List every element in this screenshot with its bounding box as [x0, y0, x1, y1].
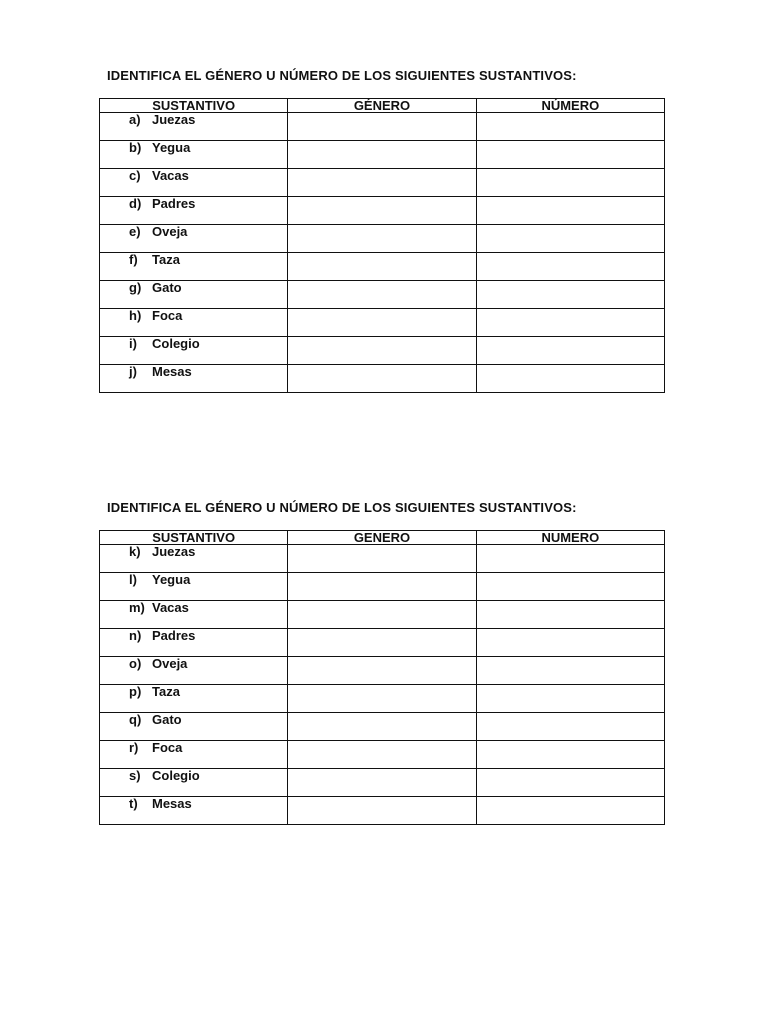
- noun-cell: [100, 113, 288, 141]
- gender-answer-cell[interactable]: [288, 113, 476, 141]
- header-sustantivo: SUSTANTIVO: [100, 99, 288, 113]
- gender-answer-cell[interactable]: [288, 797, 476, 825]
- table-row: [100, 281, 665, 309]
- header-numero: NÚMERO: [476, 99, 664, 113]
- nouns-table: [99, 530, 665, 825]
- noun-cell: [100, 253, 288, 281]
- item-letter: s): [129, 768, 141, 783]
- item-letter: g): [129, 280, 142, 295]
- table-row: [100, 601, 665, 629]
- item-word: Oveja: [152, 224, 188, 239]
- noun-cell: [100, 169, 288, 197]
- number-answer-cell[interactable]: [476, 197, 664, 225]
- noun-cell: [100, 769, 288, 797]
- noun-cell: [100, 601, 288, 629]
- table-row: [100, 769, 665, 797]
- number-answer-cell[interactable]: [476, 573, 664, 601]
- number-answer-cell[interactable]: [476, 337, 664, 365]
- gender-answer-cell[interactable]: [288, 769, 476, 797]
- item-letter: q): [129, 712, 142, 727]
- item-word: Vacas: [152, 600, 189, 615]
- number-answer-cell[interactable]: [476, 309, 664, 337]
- item-word: Foca: [152, 740, 183, 755]
- item-letter: p): [129, 684, 142, 699]
- table-row: [100, 657, 665, 685]
- gender-answer-cell[interactable]: [288, 601, 476, 629]
- noun-cell: [100, 545, 288, 573]
- item-word: Juezas: [152, 544, 196, 559]
- number-answer-cell[interactable]: [476, 225, 664, 253]
- noun-cell: [100, 573, 288, 601]
- gender-answer-cell[interactable]: [288, 197, 476, 225]
- item-letter: k): [129, 544, 141, 559]
- table-row: [100, 309, 665, 337]
- item-letter: n): [129, 628, 142, 643]
- gender-answer-cell[interactable]: [288, 573, 476, 601]
- item-letter: d): [129, 196, 142, 211]
- gender-answer-cell[interactable]: [288, 657, 476, 685]
- noun-cell: [100, 713, 288, 741]
- number-answer-cell[interactable]: [476, 253, 664, 281]
- noun-cell: [100, 309, 288, 337]
- table-row: [100, 253, 665, 281]
- noun-cell: [100, 365, 288, 393]
- item-word: Mesas: [152, 364, 192, 379]
- number-answer-cell[interactable]: [476, 769, 664, 797]
- number-answer-cell[interactable]: [476, 713, 664, 741]
- item-word: Juezas: [152, 112, 196, 127]
- item-letter: j): [129, 364, 137, 379]
- header-sustantivo: SUSTANTIVO: [100, 531, 288, 545]
- item-word: Padres: [152, 628, 196, 643]
- table-row: [100, 141, 665, 169]
- item-word: Gato: [152, 280, 182, 295]
- number-answer-cell[interactable]: [476, 113, 664, 141]
- noun-cell: [100, 657, 288, 685]
- table-header-row: [100, 99, 665, 113]
- noun-cell: [100, 197, 288, 225]
- number-answer-cell[interactable]: [476, 629, 664, 657]
- noun-cell: [100, 225, 288, 253]
- item-word: Foca: [152, 308, 183, 323]
- item-letter: h): [129, 308, 142, 323]
- table-row: [100, 365, 665, 393]
- item-letter: e): [129, 224, 141, 239]
- item-word: Yegua: [152, 140, 191, 155]
- item-letter: r): [129, 740, 139, 755]
- nouns-table: [99, 98, 665, 393]
- gender-answer-cell[interactable]: [288, 741, 476, 769]
- number-answer-cell[interactable]: [476, 141, 664, 169]
- item-letter: m): [129, 600, 145, 615]
- noun-cell: [100, 337, 288, 365]
- table-row: [100, 337, 665, 365]
- table-row: [100, 685, 665, 713]
- table-row: [100, 741, 665, 769]
- gender-answer-cell[interactable]: [288, 225, 476, 253]
- gender-answer-cell[interactable]: [288, 629, 476, 657]
- item-word: Gato: [152, 712, 182, 727]
- noun-cell: [100, 281, 288, 309]
- table-header-row: [100, 531, 665, 545]
- noun-cell: [100, 741, 288, 769]
- item-word: Mesas: [152, 796, 192, 811]
- table-row: [100, 169, 665, 197]
- table-row: [100, 225, 665, 253]
- item-letter: c): [129, 168, 141, 183]
- gender-answer-cell[interactable]: [288, 685, 476, 713]
- item-word: Colegio: [152, 768, 200, 783]
- gender-answer-cell[interactable]: [288, 545, 476, 573]
- noun-cell: [100, 141, 288, 169]
- item-letter: l): [129, 572, 137, 587]
- table-row: [100, 545, 665, 573]
- section-title: IDENTIFICA EL GÉNERO U NÚMERO DE LOS SIGUIENTES SUSTANTIVOS:: [107, 500, 577, 515]
- number-answer-cell[interactable]: [476, 741, 664, 769]
- noun-cell: [100, 629, 288, 657]
- table-row: [100, 797, 665, 825]
- item-word: Oveja: [152, 656, 188, 671]
- item-word: Taza: [152, 252, 180, 267]
- table-row: [100, 197, 665, 225]
- gender-answer-cell[interactable]: [288, 141, 476, 169]
- table-row: [100, 713, 665, 741]
- gender-answer-cell[interactable]: [288, 281, 476, 309]
- item-letter: i): [129, 336, 137, 351]
- header-numero: NUMERO: [476, 531, 664, 545]
- item-letter: t): [129, 796, 138, 811]
- number-answer-cell[interactable]: [476, 365, 664, 393]
- table-row: [100, 573, 665, 601]
- number-answer-cell[interactable]: [476, 657, 664, 685]
- number-answer-cell[interactable]: [476, 169, 664, 197]
- gender-answer-cell[interactable]: [288, 337, 476, 365]
- gender-answer-cell[interactable]: [288, 309, 476, 337]
- table-row: [100, 113, 665, 141]
- item-word: Vacas: [152, 168, 189, 183]
- item-word: Taza: [152, 684, 180, 699]
- gender-answer-cell[interactable]: [288, 713, 476, 741]
- section-title: IDENTIFICA EL GÉNERO U NÚMERO DE LOS SIGUIENTES SUSTANTIVOS:: [107, 68, 577, 83]
- number-answer-cell[interactable]: [476, 281, 664, 309]
- table-row: [100, 629, 665, 657]
- gender-answer-cell[interactable]: [288, 365, 476, 393]
- item-word: Padres: [152, 196, 196, 211]
- number-answer-cell[interactable]: [476, 601, 664, 629]
- header-genero: GÉNERO: [288, 99, 476, 113]
- number-answer-cell[interactable]: [476, 685, 664, 713]
- item-letter: a): [129, 112, 141, 127]
- item-word: Yegua: [152, 572, 191, 587]
- number-answer-cell[interactable]: [476, 797, 664, 825]
- number-answer-cell[interactable]: [476, 545, 664, 573]
- gender-answer-cell[interactable]: [288, 169, 476, 197]
- item-letter: b): [129, 140, 142, 155]
- gender-answer-cell[interactable]: [288, 253, 476, 281]
- noun-cell: [100, 797, 288, 825]
- item-word: Colegio: [152, 336, 200, 351]
- noun-cell: [100, 685, 288, 713]
- item-letter: f): [129, 252, 138, 267]
- item-letter: o): [129, 656, 142, 671]
- header-genero: GENERO: [288, 531, 476, 545]
